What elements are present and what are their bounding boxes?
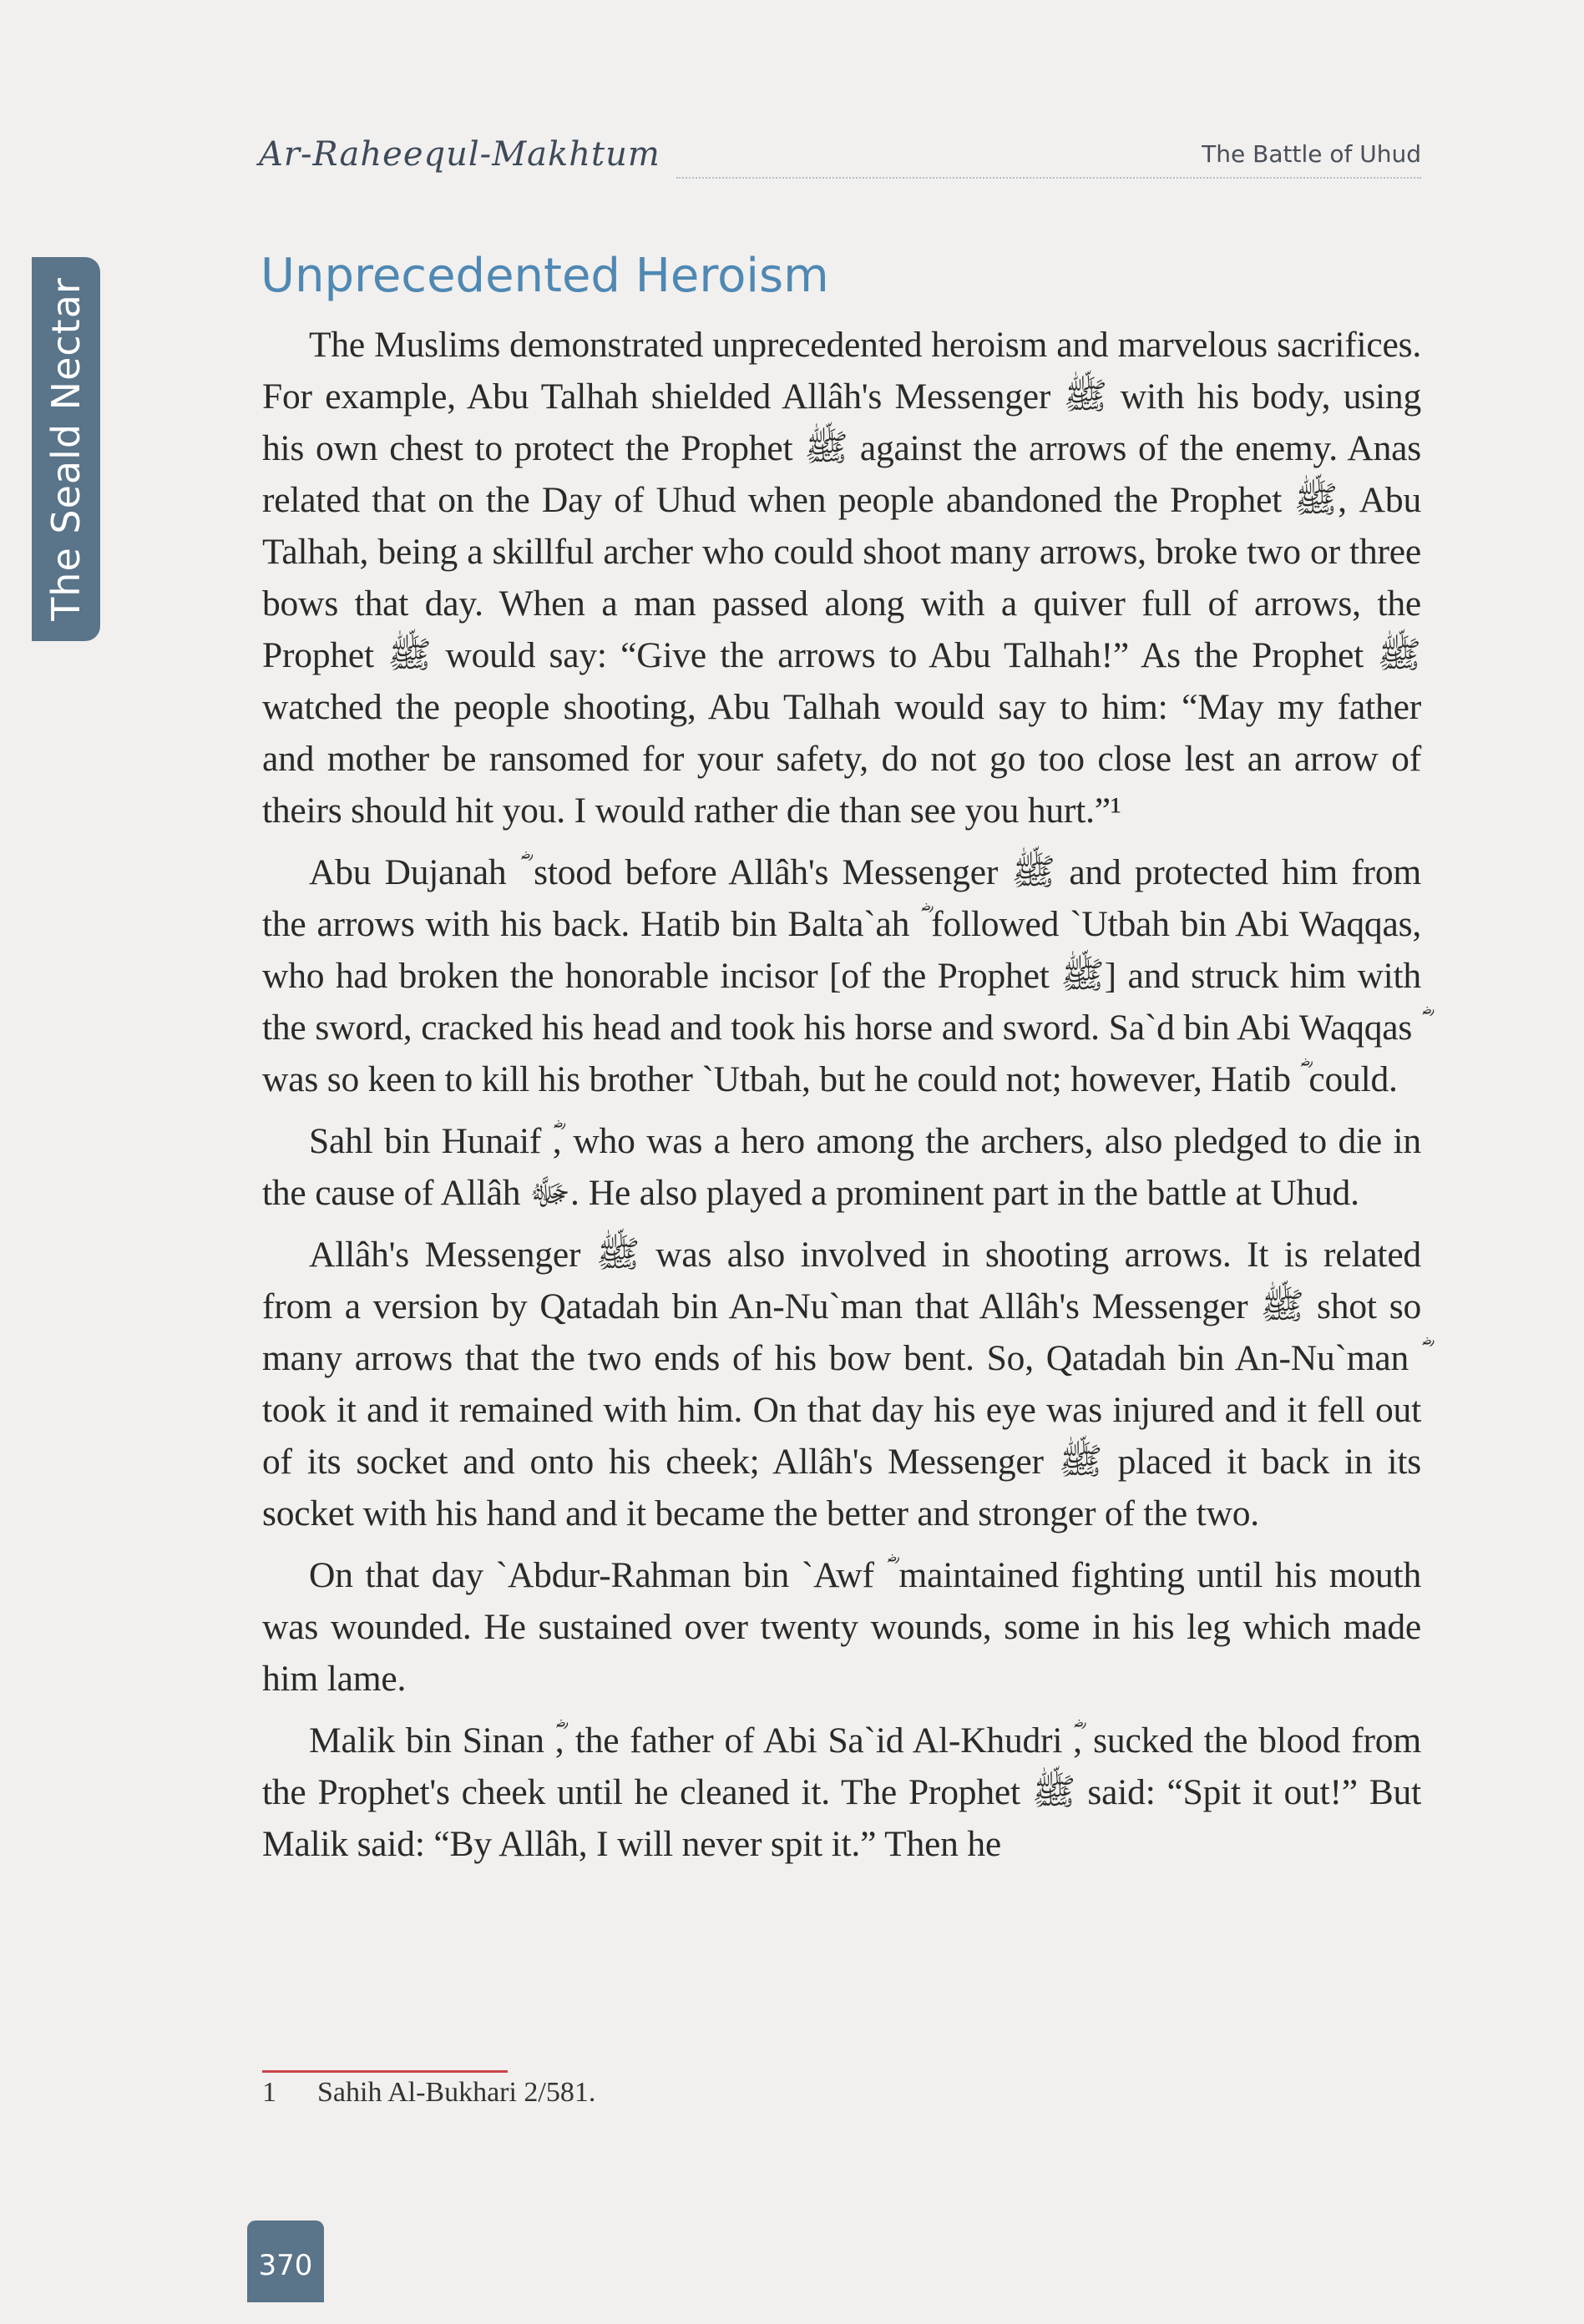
paragraph: Abu Dujanah ؓ stood before Allâh's Messenger ﷺ and protected him from the arrows with his back. Hatib bin Balta`ah ؓ followed `Utbah bin Abi Waqqas, who had broken the honorable incisor [of the Prophet ﷺ] and struck him with the sword, cracked his head and took his horse and sword. Sa`d bin Abi Waqqas ؓ was so keen to kill his brother `Utbah, but he could not; however, Hatib ؓ could. xyxy=(262,852,1422,1099)
section-heading: Unprecedented Heroism xyxy=(261,249,829,303)
footnote-divider xyxy=(262,2070,508,2073)
paragraph: Malik bin Sinan ؓ, the father of Abi Sa`id Al-Khudri ؓ, sucked the blood from the Prophet's cheek until he cleaned it. The Prophet ﷺ said: “Spit it out!” But Malik said: “By Allâh, I will never spit it.” Then he xyxy=(262,1720,1421,1864)
body-text xyxy=(262,319,1421,1880)
book-title: Ar-Raheequl-Makhtum xyxy=(259,135,660,174)
side-thumb-tab xyxy=(32,257,100,641)
paragraph: Allâh's Messenger ﷺ was also involved in shooting arrows. It is related from a version by Qatadah bin An-Nu`man that Allâh's Messenger ﷺ shot so many arrows that the two ends of his bow bent. So, Qatadah bin An-Nu`man ؓ took it and it remained with him. On that day his eye was injured and it fell out of its socket and onto his cheek; Allâh's Messenger ﷺ placed it back in its socket with his hand and it became the better and stronger of the two. xyxy=(262,1235,1421,1533)
paragraph: Sahl bin Hunaif ؓ, who was a hero among the archers, also pledged to die in the cause of Allâh ﷻ. He also played a prominent part in the battle at Uhud. xyxy=(262,1121,1421,1213)
footnote-text: Sahih Al-Bukhari 2/581. xyxy=(317,2077,596,2108)
footnote xyxy=(262,2077,595,2109)
paragraph: On that day `Abdur-Rahman bin `Awf ؓ maintained fighting until his mouth was wounded. He sustained over twenty wounds, some in his leg which made him lame. xyxy=(262,1555,1421,1699)
paragraph: The Muslims demonstrated unprecedented heroism and marvelous sacrifices. For example, Abu Talhah shielded Allâh's Messenger ﷺ with his body, using his own chest to protect the Prophet ﷺ against the arrows of the enemy. Anas related that on the Day of Uhud when people abandoned the Prophet ﷺ, Abu Talhah, being a skillful archer who could shoot many arrows, broke two or three bows that day. When a man passed along with a quiver full of arrows, the Prophet ﷺ would say: “Give the arrows to Abu Talhah!” As the Prophet ﷺ watched the people shooting, Abu Talhah would say to him: “May my father and mother be ransomed for your safety, do not go too close lest an arrow of theirs should hit you. I would rather die than see you hurt.”¹ xyxy=(262,325,1422,831)
footnote-number: 1 xyxy=(262,2077,276,2108)
page-number-tab xyxy=(247,2220,324,2302)
running-header xyxy=(259,125,1421,184)
header-dotted-rule xyxy=(676,177,1421,179)
page-number: 370 xyxy=(258,2249,313,2282)
chapter-title: The Battle of Uhud xyxy=(1202,140,1421,168)
side-tab-label: The Seald Nectar xyxy=(43,277,89,621)
